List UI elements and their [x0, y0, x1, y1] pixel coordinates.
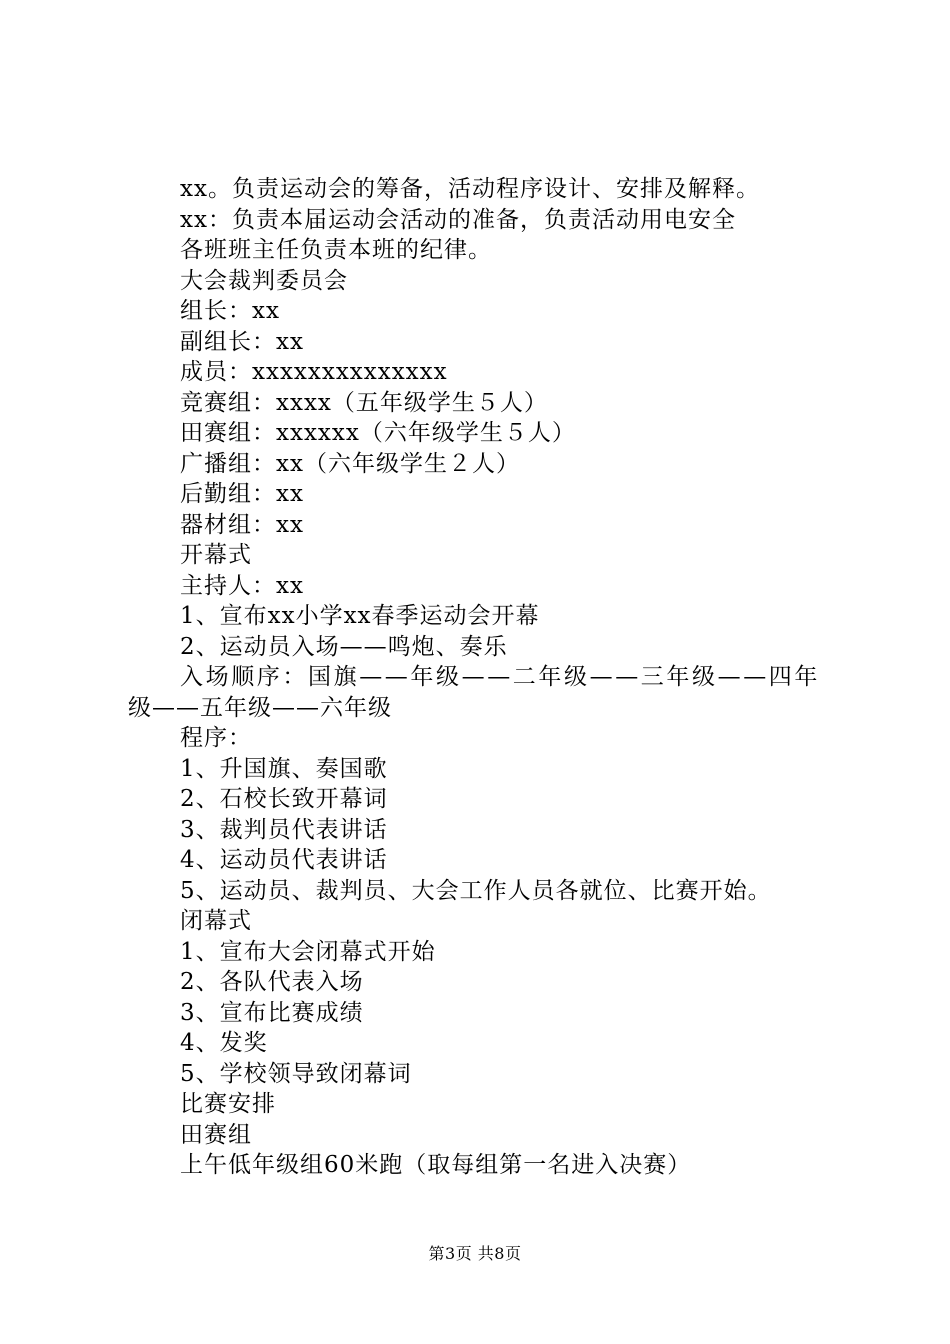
document-body [0, 174, 950, 1181]
section-heading: 大会裁判委员会 [180, 267, 348, 294]
text-line: xx：负责本届运动会活动的准备，负责活动用电安全 [180, 206, 736, 233]
list-item: 1、升国旗、奏国歌 [180, 755, 388, 782]
text-line: 成员：xxxxxxxxxxxxxx [180, 359, 448, 385]
text-line: 后勤组：xx [180, 481, 304, 507]
text-line: 各班班主任负责本班的纪律。 [180, 237, 492, 263]
text-line: 入场顺序：国旗——年级——二年级——三年级——四年 [180, 664, 820, 690]
section-heading: 比赛安排 [180, 1091, 276, 1117]
text-line: 田赛组：xxxxxx（六年级学生５人） [180, 420, 576, 446]
text-line: 组长：xx [180, 298, 280, 324]
text-line: 主持人：xx [180, 572, 304, 599]
list-item: 3、裁判员代表讲话 [180, 816, 388, 843]
text-line: 上午低年级组60米跑（取每组第一名进入决赛） [180, 1152, 692, 1178]
section-heading: 田赛组 [180, 1121, 252, 1148]
list-item: 5、学校领导致闭幕词 [180, 1060, 412, 1087]
text-line-continued: 级——五年级——六年级 [128, 694, 392, 721]
page-footer: 第3页 共8页 [428, 1244, 522, 1263]
section-heading: 开幕式 [180, 542, 252, 568]
section-heading: 闭幕式 [180, 908, 252, 934]
list-item: 1、宣布大会闭幕式开始 [180, 938, 436, 965]
text-line: xx。负责运动会的筹备，活动程序设计、安排及解释。 [180, 176, 760, 202]
list-item: 4、发奖 [180, 1030, 268, 1056]
text-line: 器材组：xx [180, 511, 304, 538]
list-item: 3、宣布比赛成绩 [180, 999, 364, 1026]
list-item: 2、石校长致开幕词 [180, 786, 388, 812]
list-item: 2、运动员入场——鸣炮、奏乐 [180, 633, 508, 660]
text-line: 竞赛组：xxxx（五年级学生５人） [180, 389, 548, 416]
list-item: 2、各队代表入场 [180, 969, 364, 995]
list-item: 1、宣布xx小学xx春季运动会开幕 [180, 603, 540, 629]
text-line: 广播组：xx（六年级学生２人） [180, 450, 520, 477]
list-item: 4、运动员代表讲话 [180, 847, 388, 873]
list-item: 5、运动员、裁判员、大会工作人员各就位、比赛开始。 [180, 877, 772, 904]
text-line: 副组长：xx [180, 328, 304, 355]
text-line: 程序： [180, 725, 252, 751]
